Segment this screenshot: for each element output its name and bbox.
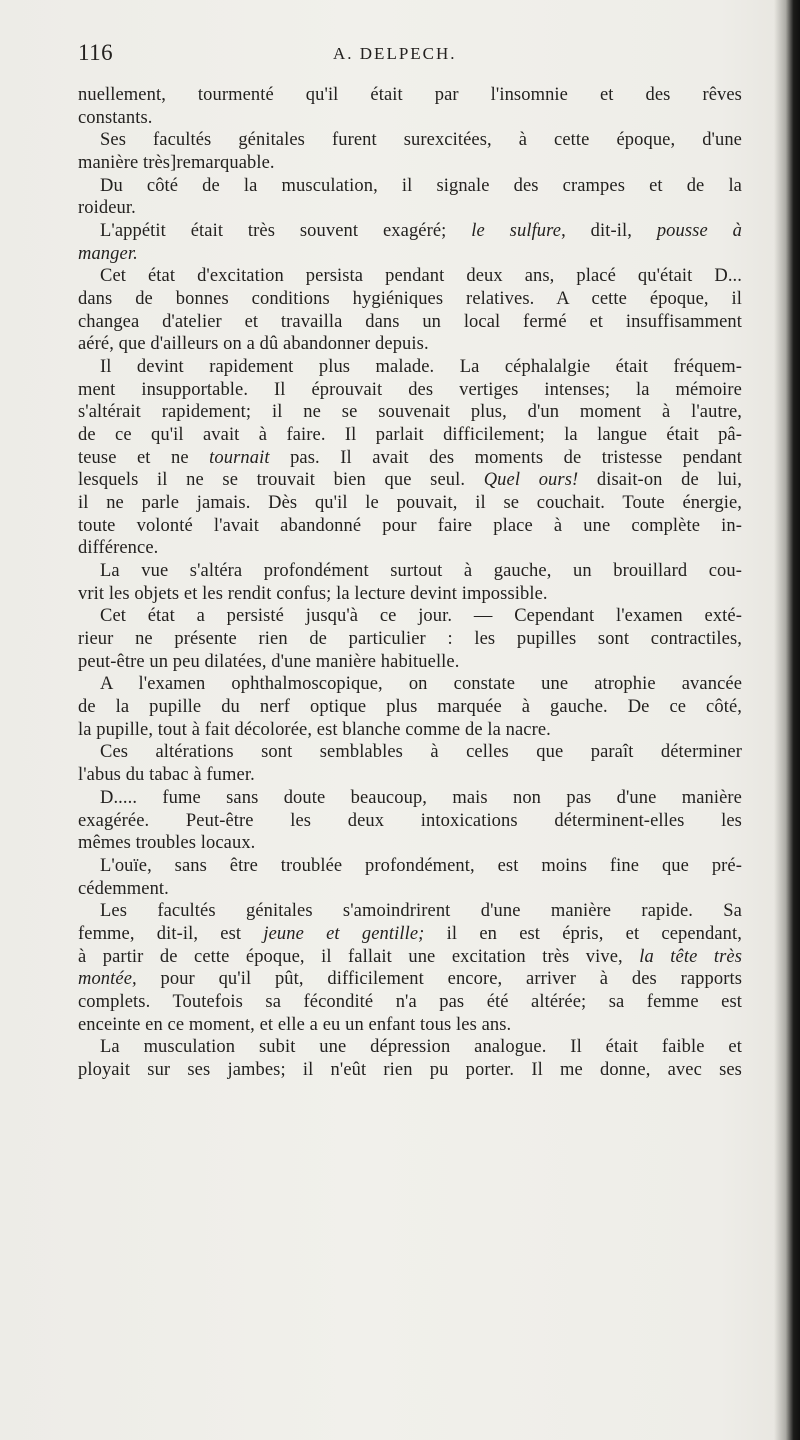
text-line: rieur ne présente rien de particulier : les pupilles sont contractiles, xyxy=(78,629,742,650)
page-number: 116 xyxy=(78,40,114,65)
page-header xyxy=(78,40,728,70)
text-line: ment insupportable. Il éprouvait des vertiges intenses; la mémoire xyxy=(78,379,742,400)
text-line: l'abus du tabac à fumer. xyxy=(78,765,255,786)
text-line: L'ouïe, sans être troublée profondément, est moins fine que pré- xyxy=(100,855,742,876)
running-head: A. DELPECH. xyxy=(333,44,457,63)
text-line: montée, pour qu'il pût, difficilement encore, arriver à des rapports xyxy=(78,969,742,990)
text-line: lesquels il ne se trouvait bien que seul. Quel ours! disait-on de lui, xyxy=(78,470,742,491)
text-line: changea d'atelier et travailla dans un local fermé et insuffisamment xyxy=(78,311,742,332)
text-line: Ces altérations sont semblables à celles que paraît déterminer xyxy=(100,742,742,763)
text-line: exagérée. Peut-être les deux intoxications déterminent-elles les xyxy=(78,810,742,831)
text-line: Ses facultés génitales furent surexcitées, à cette époque, d'une xyxy=(100,130,742,151)
text-line: dans de bonnes conditions hygiéniques relatives. A cette époque, il xyxy=(78,289,742,310)
text-line: L'appétit était très souvent exagéré; le sulfure, dit-il, pousse à xyxy=(100,221,742,242)
text-line: s'altérait rapidement; il ne se souvenait plus, d'un moment à l'autre, xyxy=(78,402,742,423)
text-line: ployait sur ses jambes; il n'eût rien pu porter. Il me donne, avec ses xyxy=(78,1059,742,1080)
text-line: mêmes troubles locaux. xyxy=(78,833,256,854)
text-line: complets. Toutefois sa fécondité n'a pas été altérée; sa femme est xyxy=(78,991,742,1012)
text-line: nuellement, tourmenté qu'il était par l'insomnie et des rêves xyxy=(78,85,742,105)
body-text xyxy=(78,84,742,1082)
text-line: Cet état d'excitation persista pendant deux ans, placé qu'était D... xyxy=(100,266,742,287)
text-line: La musculation subit une dépression analogue. Il était faible et xyxy=(100,1037,742,1058)
text-line: Du côté de la musculation, il signale des crampes et de la xyxy=(100,175,742,196)
text-line: cédemment. xyxy=(78,878,169,899)
text-line: Cet état a persisté jusqu'à ce jour. — Cependant l'examen exté- xyxy=(100,606,742,627)
text-line: manger. xyxy=(78,243,138,264)
text-line: vrit les objets et les rendit confus; la lecture devint impossible. xyxy=(78,583,548,604)
text-line: la pupille, tout à fait décolorée, est blanche comme de la nacre. xyxy=(78,719,551,740)
text-line: différence. xyxy=(78,538,159,559)
text-line: à partir de cette époque, il fallait une excitation très vive, la tête très xyxy=(78,946,742,967)
text-line: manière très]remarquable. xyxy=(78,153,275,174)
text-line: il ne parle jamais. Dès qu'il le pouvait, il se couchait. Toute énergie, xyxy=(78,493,742,514)
text-line: teuse et ne tournait pas. Il avait des moments de tristesse pendant xyxy=(78,447,742,468)
text-line: enceinte en ce moment, et elle a eu un enfant tous les ans. xyxy=(78,1014,512,1035)
text-line: Les facultés génitales s'amoindrirent d'une manière rapide. Sa xyxy=(100,901,742,922)
text-line: constants. xyxy=(78,107,153,128)
text-line: D..... fume sans doute beaucoup, mais non pas d'une manière xyxy=(100,787,742,808)
text-line: peut-être un peu dilatées, d'une manière habituelle. xyxy=(78,651,460,672)
text-line: de ce qu'il avait à faire. Il parlait difficilement; la langue était pâ- xyxy=(78,425,742,446)
text-line: La vue s'altéra profondément surtout à gauche, un brouillard cou- xyxy=(100,561,742,582)
text-line: aéré, que d'ailleurs on a dû abandonner depuis. xyxy=(78,334,429,355)
text-line: toute volonté l'avait abandonné pour faire place à une complète in- xyxy=(78,515,742,536)
text-line: Il devint rapidement plus malade. La céphalalgie était fréquem- xyxy=(100,357,742,378)
text-line: femme, dit-il, est jeune et gentille; il en est épris, et cependant, xyxy=(78,923,742,944)
text-line: de la pupille du nerf optique plus marquée à gauche. De ce côté, xyxy=(78,697,742,718)
text-line: A l'examen ophthalmoscopique, on constate une atrophie avancée xyxy=(100,674,742,695)
text-line: roideur. xyxy=(78,198,136,219)
page-edge-shadow xyxy=(774,0,800,1440)
